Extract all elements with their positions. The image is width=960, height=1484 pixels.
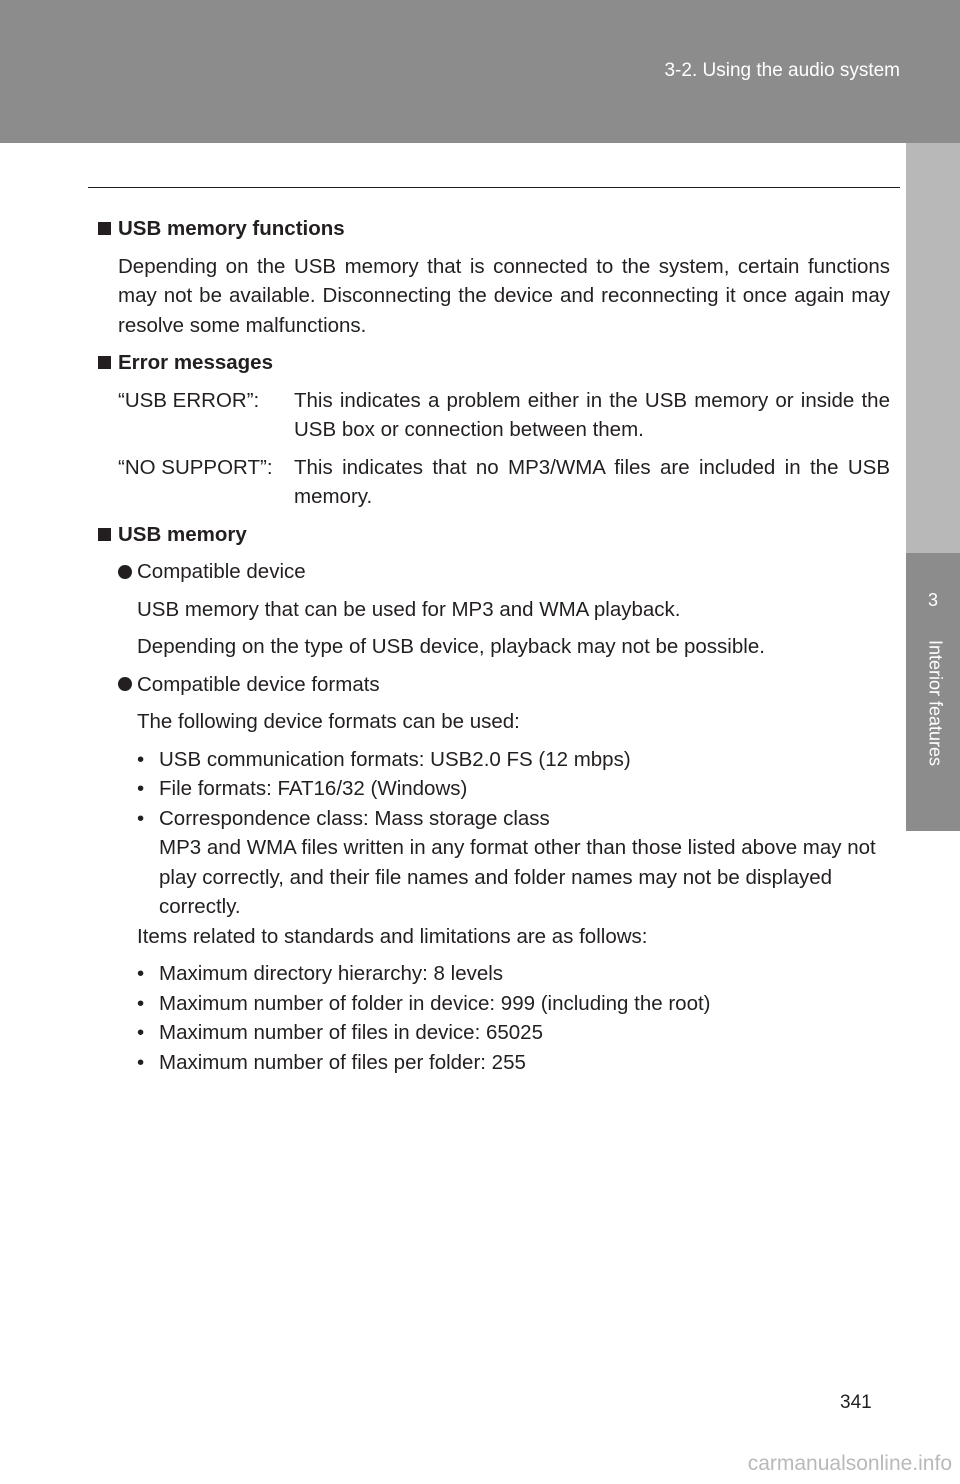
limits-list — [137, 959, 890, 1077]
heading-text: USB memory — [118, 522, 247, 546]
section-heading-usb-functions — [98, 214, 890, 244]
list-item: • Maximum number of files per folder: 255 — [137, 1050, 526, 1074]
square-bullet-icon — [98, 356, 111, 369]
section-title: 3-2. Using the audio system — [664, 60, 900, 81]
list-item-text: Correspondence class: Mass storage class — [159, 806, 550, 830]
chapter-label: Interior features — [925, 640, 946, 767]
watermark: carmanualsonline.info — [747, 1452, 952, 1475]
error-term: “NO SUPPORT”: — [118, 455, 273, 479]
side-tab-upper — [906, 143, 960, 553]
circle-bullet-icon — [118, 565, 132, 579]
square-bullet-icon — [98, 222, 111, 235]
header-rule — [88, 187, 900, 188]
list-item: • File formats: FAT16/32 (Windows) — [137, 777, 468, 800]
error-message-row — [118, 453, 890, 512]
formats-note: MP3 and WMA files written in any format other than those listed above may not play correctly, and their file names and folder names may not be displayed correctly. — [159, 836, 876, 918]
page-number: 341 — [840, 1392, 872, 1413]
page-content — [98, 214, 890, 1085]
compatible-device-line: USB memory that can be used for MP3 and WMA playback. — [137, 597, 681, 621]
error-description: This indicates that no MP3/WMA files are included in the USB memory. — [294, 455, 890, 508]
formats-intro: The following device formats can be used: — [137, 710, 520, 733]
square-bullet-icon — [98, 528, 111, 541]
error-description: This indicates a problem either in the USB memory or inside the USB box or connection between them. — [294, 388, 890, 441]
error-message-row — [118, 386, 890, 445]
formats-list — [137, 745, 890, 922]
list-item: • Maximum directory hierarchy: 8 levels — [137, 962, 504, 985]
subheading-text: Compatible device formats — [137, 672, 380, 696]
error-term: “USB ERROR”: — [118, 388, 260, 412]
heading-text: Error messages — [118, 351, 273, 374]
list-item: • Maximum number of files in device: 65025 — [137, 1021, 543, 1044]
section-heading-error-messages — [98, 348, 890, 378]
side-tab-lower — [906, 831, 960, 1484]
chapter-number: 3 — [927, 590, 938, 610]
usb-functions-body: Depending on the USB memory that is connected to the system, certain functions may not be available. Disconnecting the device and reconnecting it once again may resolve some malfunctions. — [118, 254, 890, 337]
list-item: • Maximum number of folder in device: 999 (including the root) — [137, 991, 711, 1015]
subheading-compatible-formats — [118, 670, 890, 700]
subheading-text: Compatible device — [137, 560, 306, 583]
limits-intro: Items related to standards and limitations are as follows: — [137, 924, 648, 948]
section-heading-usb-memory — [98, 520, 890, 550]
heading-text: USB memory functions — [118, 217, 345, 240]
list-item: • Correspondence class: Mass storage class MP3 and WMA files written in any format other than those listed above may not play correctly, and their file names and folder names may not be displayed correctly. — [137, 806, 876, 918]
subheading-compatible-device — [118, 557, 890, 587]
circle-bullet-icon — [118, 677, 132, 691]
header-band — [0, 0, 960, 143]
compatible-device-line: Depending on the type of USB device, playback may not be possible. — [137, 635, 765, 658]
list-item: • USB communication formats: USB2.0 FS (12 mbps) — [137, 747, 631, 771]
